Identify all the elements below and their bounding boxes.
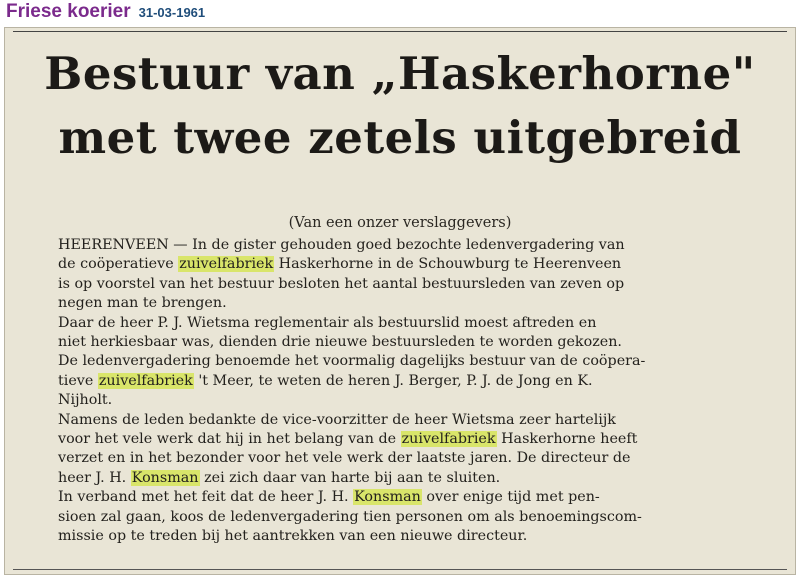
publication-date: 31-03-1961: [138, 5, 206, 20]
article-text: de coöperatieve: [58, 256, 179, 273]
article-paragraph: [24, 411, 794, 489]
bottom-rule: [13, 569, 787, 570]
headline: [5, 42, 795, 170]
article-text: tieve: [58, 372, 98, 389]
article-line: [24, 430, 794, 449]
source-header: [6, 1, 205, 25]
newspaper-clipping: [4, 27, 796, 575]
newspaper-name: Friese koerier: [6, 1, 131, 22]
article-text: 't Meer, te weten de heren J. Berger, P. J. de Jong en K.: [193, 372, 593, 389]
highlighted-term: Konsman: [131, 469, 199, 486]
headline-line-2: met twee zetels uitgebreid: [58, 111, 742, 164]
article-text: Daar de heer P. J. Wietsma reglementair als bestuurslid moest aftreden en: [58, 314, 597, 331]
article-text: zei zich daar van harte bij aan te sluiten.: [199, 469, 501, 486]
article-line: [24, 255, 794, 274]
article-line: [24, 333, 794, 352]
article-paragraph: [24, 236, 794, 314]
highlighted-term: zuivelfabriek: [98, 372, 193, 389]
article-line: [24, 294, 794, 313]
article-text: voor het vele werk dat hij in het belang van de: [58, 431, 401, 448]
article-line: [24, 449, 794, 468]
article-text: Namens de leden bedankte de vice-voorzitter de heer Wietsma zeer hartelijk: [58, 411, 616, 428]
article-text: verzet en in het bezonder voor het vele werk der laatste jaren. De directeur de: [58, 450, 631, 467]
top-rule: [13, 31, 787, 32]
article-text: over enige tijd met pen-: [421, 489, 600, 506]
article-text: niet herkiesbaar was, dienden drie nieuwe bestuursleden te worden gekozen.: [58, 334, 622, 351]
article-line: [24, 488, 794, 507]
highlighted-term: zuivelfabriek: [179, 256, 274, 273]
article-text: Haskerhorne heeft: [496, 431, 638, 448]
article-line: [24, 527, 794, 546]
article-text: Haskerhorne in de Schouwburg te Heerenveen: [274, 256, 622, 273]
article-text: Nijholt.: [58, 392, 113, 409]
article-text: sioen zal gaan, koos de ledenvergadering tien personen om als benoemingscom-: [58, 508, 642, 525]
headline-line-1: Bestuur van „Haskerhorne": [44, 47, 756, 100]
byline: (Van een onzer verslaggevers): [288, 215, 512, 231]
article-line: [24, 508, 794, 527]
article-line: [24, 469, 794, 488]
article-paragraph: [24, 488, 794, 546]
article-text: is op voorstel van het bestuur besloten het aantal bestuursleden van zeven op: [58, 275, 625, 292]
article-paragraph: [24, 314, 794, 411]
article-line: [24, 391, 794, 410]
article-text: De ledenvergadering benoemde het voormalig dagelijks bestuur van de coöpera-: [58, 353, 646, 370]
article-line: [24, 236, 794, 255]
article-line: [24, 314, 794, 333]
article-text: HEERENVEEN — In de gister gehouden goed bezochte ledenvergadering van: [58, 237, 625, 253]
article-line: [24, 275, 794, 294]
article-line: [24, 372, 794, 391]
article-line: [24, 352, 794, 371]
article-text: heer J. H.: [58, 469, 131, 486]
article-body: [24, 236, 794, 547]
highlighted-term: Konsman: [354, 489, 421, 506]
article-text: In verband met het feit dat de heer J. H.: [58, 489, 354, 506]
article-line: [24, 411, 794, 430]
article-text: negen man te brengen.: [58, 295, 227, 312]
article-text: missie op te treden bij het aantrekken van een nieuwe directeur.: [58, 528, 528, 545]
highlighted-term: zuivelfabriek: [401, 431, 496, 448]
